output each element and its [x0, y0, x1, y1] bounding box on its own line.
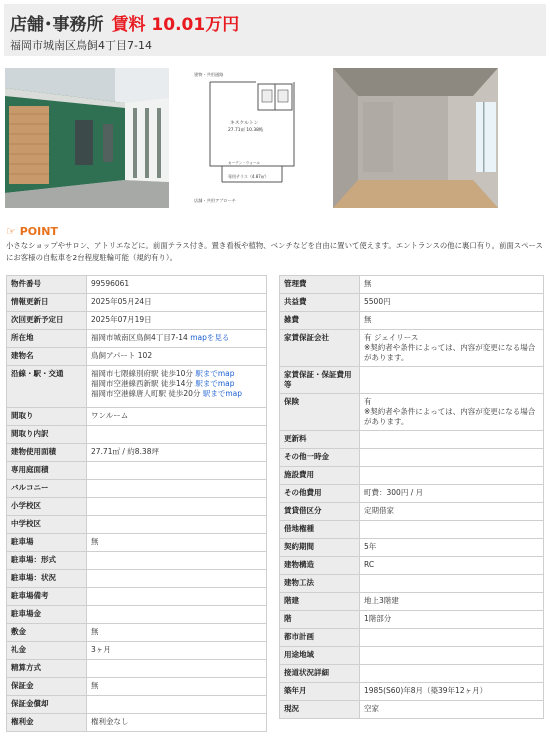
spec-value [87, 678, 267, 696]
spec-value [87, 714, 267, 732]
floorplan-curtain-label: カーテン・ウォール [228, 161, 260, 165]
spec-row [7, 348, 267, 366]
spec-value [87, 348, 267, 366]
spec-value [87, 570, 267, 588]
spec-row [7, 312, 267, 330]
spec-value [87, 366, 267, 408]
spec-key: 駐車場：形式 [7, 552, 87, 570]
spec-row [7, 462, 267, 480]
station-text: 福岡市空港線西新駅 徒歩14分 [91, 379, 193, 388]
spec-value [87, 276, 267, 294]
spec-key: その他一時金 [280, 449, 360, 467]
station-map-link[interactable]: 駅までmap [195, 369, 235, 378]
spec-row [280, 701, 544, 719]
spec-value [87, 444, 267, 462]
spec-row [7, 294, 267, 312]
spec-value [360, 575, 544, 593]
photo-gallery [0, 68, 550, 208]
spec-row [280, 539, 544, 557]
spec-key: 精算方式 [7, 660, 87, 678]
floorplan-legend-top: 建物・共用通路 [194, 72, 224, 77]
spec-row [7, 444, 267, 462]
spec-value [87, 312, 267, 330]
station-map-link[interactable]: 駅までmap [195, 379, 235, 388]
spec-value [360, 611, 544, 629]
spec-key: 管理費 [280, 276, 360, 294]
rent-price: 賃料 10.01万円 [111, 15, 240, 35]
spec-row [7, 516, 267, 534]
spec-row [7, 660, 267, 678]
spec-value-text: 1985(S60)年8月（築39年12ヶ月） [364, 686, 488, 695]
spec-table-right [279, 275, 544, 719]
spec-row [7, 408, 267, 426]
spec-key: 保険 [280, 394, 360, 431]
spec-key: 次回更新予定日 [7, 312, 87, 330]
spec-key: 保証金償却 [7, 696, 87, 714]
spec-row [7, 330, 267, 348]
spec-value [360, 539, 544, 557]
spec-row [7, 498, 267, 516]
floorplan-legend-bottom: 店舗・共用アプローチ [194, 198, 236, 203]
spec-value [360, 557, 544, 575]
spec-value-text: 空家 [364, 704, 379, 713]
station-line [91, 369, 262, 379]
spec-value-text: 99596061 [91, 279, 130, 288]
spec-key: 所在地 [7, 330, 87, 348]
spec-row [7, 276, 267, 294]
spec-value [87, 696, 267, 714]
spec-key: 用途地域 [280, 647, 360, 665]
spec-key: 現況 [280, 701, 360, 719]
spec-key: 築年月 [280, 683, 360, 701]
spec-row [7, 624, 267, 642]
spec-value-text: 無 [364, 315, 372, 324]
spec-key: 借地権種 [280, 521, 360, 539]
spec-row [280, 367, 544, 394]
spec-value-text: 鳥飼アパート 102 [91, 351, 153, 360]
spec-key: 保証金 [7, 678, 87, 696]
spec-value [360, 394, 544, 431]
exterior-photo[interactable] [5, 68, 169, 208]
spec-key: 階建 [280, 593, 360, 611]
spec-row [7, 426, 267, 444]
spec-value [360, 701, 544, 719]
floorplan-terrace-label: 専用テラス（4.87㎡） [228, 174, 269, 179]
spec-key: 建物構造 [280, 557, 360, 575]
spec-row [7, 480, 267, 498]
spec-row [280, 394, 544, 431]
interior-photo[interactable] [333, 68, 498, 208]
spec-row [280, 665, 544, 683]
floorplan-room-label: キスケルトン [230, 121, 259, 126]
spec-value-text: RC [364, 560, 375, 569]
spec-row [7, 588, 267, 606]
spec-key: バルコニー [7, 480, 87, 498]
spec-value-text: 地上3階建 [364, 596, 399, 605]
spec-value [360, 485, 544, 503]
spec-value-text: 無 [91, 537, 99, 546]
spec-value-text: 3ヶ月 [91, 645, 111, 654]
spec-key: 家賃保証会社 [280, 330, 360, 367]
spec-row [280, 294, 544, 312]
spec-value [87, 588, 267, 606]
floorplan-image[interactable] [182, 68, 314, 208]
spec-value-text: 1階部分 [364, 614, 392, 623]
property-address: 福岡市城南区鳥飼4丁目7-14 [10, 39, 152, 52]
station-line [91, 389, 262, 399]
spec-value-text: 2025年05月24日 [91, 297, 152, 306]
spec-key: 小学校区 [7, 498, 87, 516]
spec-key: 施設費用 [280, 467, 360, 485]
spec-row [280, 330, 544, 367]
spec-value-text: 5500円 [364, 297, 391, 306]
spec-value [87, 426, 267, 444]
spec-row [280, 647, 544, 665]
spec-key: 間取り内訳 [7, 426, 87, 444]
spec-key: 建物使用面積 [7, 444, 87, 462]
spec-row [280, 312, 544, 330]
spec-row [280, 276, 544, 294]
spec-value [360, 503, 544, 521]
station-text: 福岡市七隈線別府駅 徒歩10分 [91, 369, 193, 378]
spec-value [87, 462, 267, 480]
point-heading [6, 225, 58, 238]
spec-value [87, 534, 267, 552]
spec-value-text: 福岡市城南区鳥飼4丁目7-14 [91, 333, 188, 342]
spec-key: 物件番号 [7, 276, 87, 294]
spec-row [280, 431, 544, 449]
property-type: 店舗･事務所 [10, 15, 104, 35]
spec-key: 駐車場金 [7, 606, 87, 624]
spec-value [87, 330, 267, 348]
spec-value [87, 480, 267, 498]
spec-value [360, 629, 544, 647]
spec-row [7, 606, 267, 624]
spec-value [360, 431, 544, 449]
spec-key: 都市計画 [280, 629, 360, 647]
spec-row [280, 467, 544, 485]
spec-value [360, 683, 544, 701]
point-description: 小さなショップやサロン、アトリエなどに。前面テラス付き。置き看板や植物、ベンチなどを自由に置いて使えます。エントランスの他に裏口有り。前面スペースにお客様の自転車を2台程度駐輪可能（規約有り）。 [6, 241, 543, 262]
station-map-link[interactable]: 駅までmap [202, 389, 242, 398]
point-heading-label: POINT [19, 225, 58, 238]
spec-table-left [6, 275, 267, 732]
spec-key: 雑費 [280, 312, 360, 330]
spec-key: 建物名 [7, 348, 87, 366]
spec-row [7, 552, 267, 570]
spec-value [360, 367, 544, 394]
spec-value-text: 町費：300円 / 月 [364, 488, 424, 497]
spec-value-text: 27.71㎡ / 約8.38坪 [91, 447, 159, 456]
spec-value-text: 定期借家 [364, 506, 394, 515]
listing-header [4, 4, 546, 56]
spec-value [360, 467, 544, 485]
spec-value [360, 294, 544, 312]
spec-key: 賃貸借区分 [280, 503, 360, 521]
spec-key: 建物工法 [280, 575, 360, 593]
spec-key: 権利金 [7, 714, 87, 732]
spec-value [87, 498, 267, 516]
spec-key: 階 [280, 611, 360, 629]
spec-key: 更新料 [280, 431, 360, 449]
spec-value [360, 665, 544, 683]
spec-value [87, 516, 267, 534]
spec-row [7, 678, 267, 696]
spec-row [7, 642, 267, 660]
spec-value [360, 276, 544, 294]
spec-key: 専用庭面積 [7, 462, 87, 480]
station-text: 福岡市空港線唐人町駅 徒歩20分 [91, 389, 201, 398]
spec-value [87, 408, 267, 426]
spec-value [360, 312, 544, 330]
spec-row [280, 503, 544, 521]
spec-key: その他費用 [280, 485, 360, 503]
spec-key: 中学校区 [7, 516, 87, 534]
spec-row [7, 714, 267, 732]
spec-key: 間取り [7, 408, 87, 426]
pointer-icon: ☞ [6, 225, 16, 238]
spec-key: 駐車場 [7, 534, 87, 552]
spec-key: 共益費 [280, 294, 360, 312]
spec-row [280, 521, 544, 539]
spec-key: 敷金 [7, 624, 87, 642]
spec-value [87, 642, 267, 660]
spec-value-text: ワンルーム [91, 411, 129, 420]
station-line [91, 379, 262, 389]
spec-value-text: 有 ジェイリース ※契約者や条件によっては、内容が変更になる場合があります。 [364, 333, 536, 362]
spec-value [87, 294, 267, 312]
spec-row [7, 366, 267, 408]
spec-key: 駐車場：状況 [7, 570, 87, 588]
spec-row [7, 696, 267, 714]
spec-key: 沿線・駅・交通 [7, 366, 87, 408]
spec-row [7, 570, 267, 588]
spec-value-text: 無 [91, 681, 99, 690]
spec-value [360, 449, 544, 467]
spec-key: 駐車場備考 [7, 588, 87, 606]
spec-value-text: 無 [91, 627, 99, 636]
spec-key: 接道状況詳細 [280, 665, 360, 683]
floorplan-area-label: 27.71㎡ 10.38帖 [228, 128, 264, 133]
spec-value [87, 552, 267, 570]
spec-value [87, 624, 267, 642]
spec-row [280, 611, 544, 629]
spec-value-text: 有 ※契約者や条件によっては、内容が変更になる場合があります。 [364, 397, 536, 426]
spec-row [280, 575, 544, 593]
spec-row [280, 557, 544, 575]
spec-row [280, 683, 544, 701]
spec-value [87, 606, 267, 624]
spec-row [280, 629, 544, 647]
spec-value [360, 593, 544, 611]
spec-value [360, 330, 544, 367]
spec-row [280, 593, 544, 611]
spec-row [7, 534, 267, 552]
spec-value-text: 5年 [364, 542, 377, 551]
spec-value [87, 660, 267, 678]
spec-value [360, 647, 544, 665]
spec-key: 家賃保証・保証費用等 [280, 367, 360, 394]
spec-value-text: 2025年07月19日 [91, 315, 152, 324]
spec-key: 情報更新日 [7, 294, 87, 312]
spec-value [360, 521, 544, 539]
spec-key: 契約期間 [280, 539, 360, 557]
spec-key: 礼金 [7, 642, 87, 660]
spec-value-text: 権利金なし [91, 717, 129, 726]
title-row [10, 10, 239, 35]
spec-value-text: 無 [364, 279, 372, 288]
map-link[interactable]: mapを見る [190, 333, 230, 342]
spec-row [280, 485, 544, 503]
spec-row [280, 449, 544, 467]
